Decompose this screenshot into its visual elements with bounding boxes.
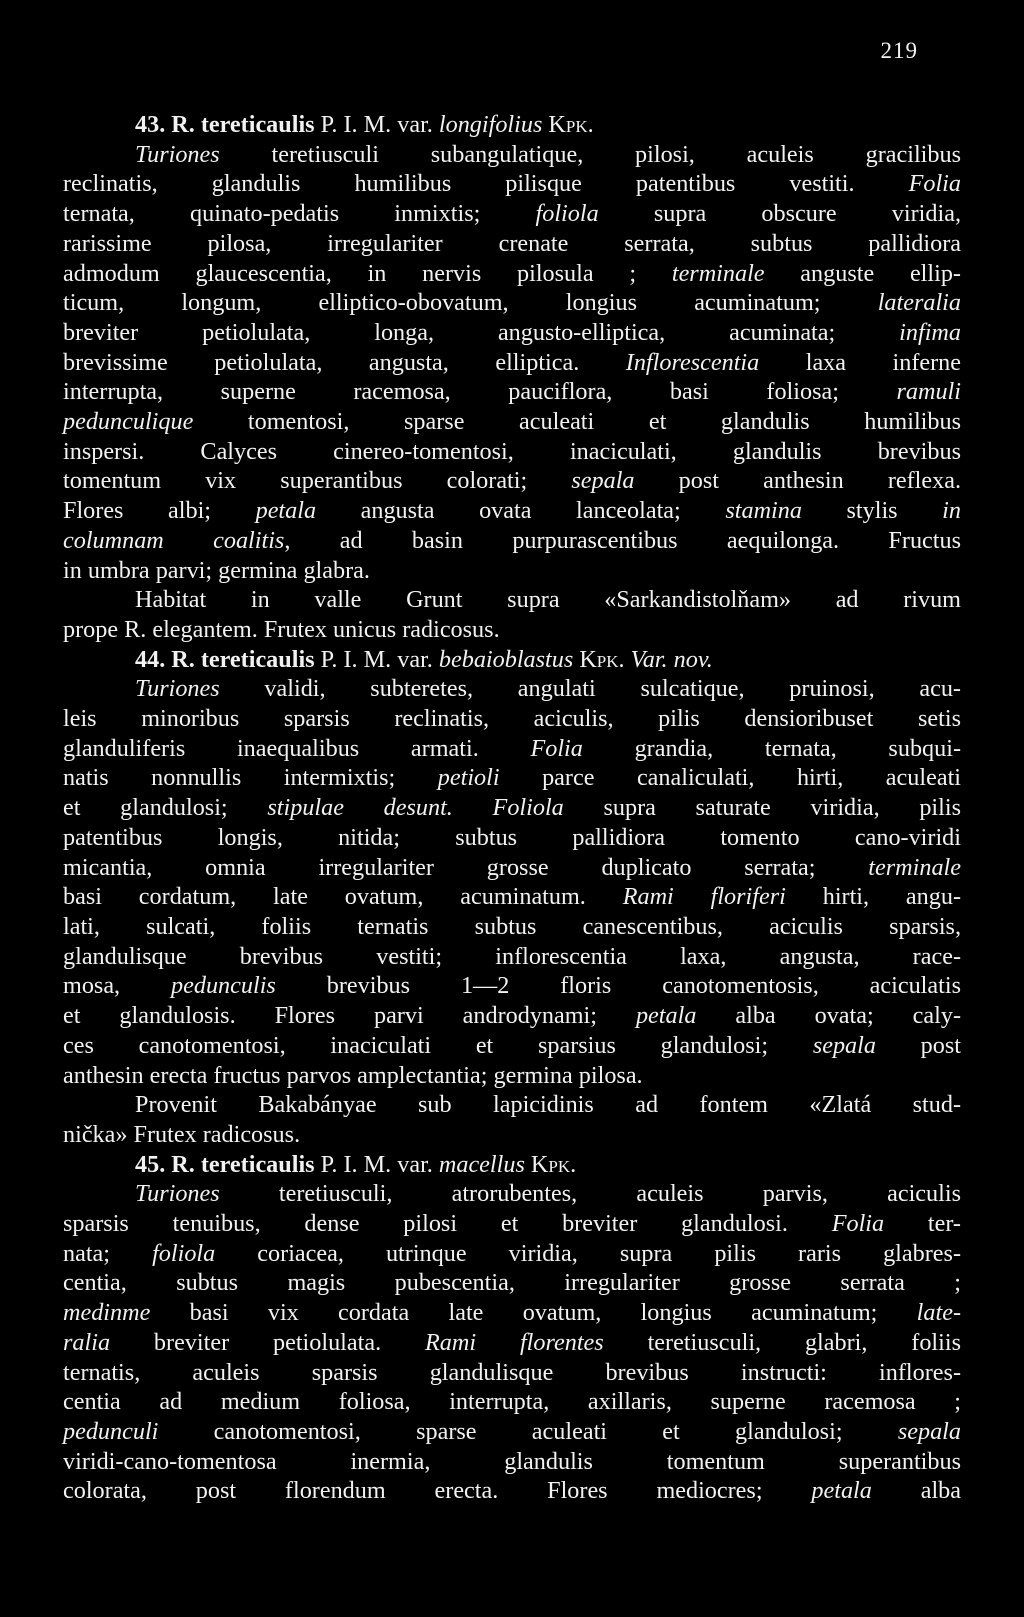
text-span: , ad basin purpurascentibus aequilonga. Fructus <box>284 526 961 554</box>
text-span: brevibus 1—2 floris canotomentosis, aciculatis <box>275 972 961 1000</box>
text-span: infima <box>899 318 961 346</box>
text-span: et glandulosi; <box>63 794 268 822</box>
text-span: breviter petiolulata. <box>110 1328 426 1356</box>
text-line <box>63 585 961 615</box>
text-span: pedunculi <box>63 1417 159 1445</box>
text-line <box>63 140 961 170</box>
text-line <box>63 1239 961 1269</box>
text-span: stylis <box>801 497 943 525</box>
text-line <box>63 259 961 289</box>
text-span: ternatis, aculeis sparsis glandulisque brevibus instructi: inflores- <box>63 1358 961 1386</box>
text-line <box>63 348 961 378</box>
text-span: reclinatis, glandulis humilibus pilisque patentibus vestiti. <box>63 170 909 198</box>
text-line <box>63 318 961 348</box>
text-span: centia, subtus magis pubescentia, irregulariter grosse serrata ; <box>63 1269 961 1297</box>
text-span: Habitat in valle Grunt supra «Sarkandistolňam» ad rivum <box>135 586 961 614</box>
text-span: leis minoribus sparsis reclinatis, aciculis, pilis densioribuset setis <box>63 705 961 733</box>
text-line <box>63 1209 961 1239</box>
text-span: in umbra parvi; germina glabra. <box>63 556 370 584</box>
text-span: foliola <box>535 200 599 228</box>
text-span: in <box>942 497 961 525</box>
text-span: 45. R. tereticaulis <box>135 1150 315 1178</box>
text-line <box>63 526 961 556</box>
text-line <box>63 1417 961 1447</box>
text-span: Flores albi; <box>63 497 256 525</box>
text-span: petioli <box>437 764 500 792</box>
text-line <box>63 556 961 586</box>
text-span: breviter petiolulata, longa, angusto-elliptica, acuminata; <box>63 318 900 346</box>
body-text <box>63 110 961 1506</box>
text-span: petala <box>811 1477 872 1505</box>
text-span: viridi-cano-tomentosa inermia, glandulis tomentum superantibus <box>63 1447 961 1475</box>
text-span: Kpk. <box>579 645 625 673</box>
text-span: validi, subteretes, angulati sulcatique, pruinosi, acu- <box>219 675 961 703</box>
text-span: ralia <box>63 1328 111 1356</box>
text-line <box>63 882 961 912</box>
text-span: ramuli <box>896 378 961 406</box>
text-span: supra obscure viridia, <box>598 200 961 228</box>
text-span: Inflorescentia <box>625 348 760 376</box>
text-span: supra saturate viridia, pilis <box>563 794 962 822</box>
text-span: interrupta, superne racemosa, pauciflora, basi foliosa; <box>63 378 897 406</box>
text-span: et glandulosis. Flores parvi androdynami; <box>63 1002 636 1030</box>
text-line <box>63 853 961 883</box>
text-span: basi vix cordata late ovatum, longius acuminatum; <box>150 1299 917 1327</box>
text-span: teretiusculi subangulatique, pilosi, aculeis gracilibus <box>219 140 961 168</box>
text-span: angusta ovata lanceolata; <box>316 497 726 525</box>
text-span: petala <box>635 1002 697 1030</box>
text-span: parce canaliculati, hirti, aculeati <box>499 764 962 792</box>
text-line <box>63 1150 961 1180</box>
text-line <box>63 377 961 407</box>
text-span: Turiones <box>135 1180 220 1208</box>
text-line <box>63 823 961 853</box>
text-span: post <box>875 1031 961 1059</box>
text-span: prope R. elegantem. Frutex unicus radicosus. <box>63 615 500 643</box>
text-span: petala <box>255 497 317 525</box>
text-line <box>63 645 961 675</box>
text-line <box>63 1031 961 1061</box>
text-span: ces canotomentosi, inaciculati et sparsius glandulosi; <box>63 1031 813 1059</box>
text-span: stipulae desunt. Foliola <box>267 794 564 822</box>
text-span: Kpk. <box>548 111 594 138</box>
text-span: alba ovata; caly- <box>696 1002 961 1030</box>
page-number: 219 <box>880 38 918 63</box>
text-span: ter- <box>884 1210 961 1238</box>
text-span: Var. nov. <box>630 645 713 673</box>
text-span: hirti, angu- <box>785 883 961 911</box>
text-line <box>63 1061 961 1091</box>
text-span: glanduliferis inaequalibus armati. <box>63 734 531 762</box>
text-span: Folia <box>908 170 961 198</box>
text-line <box>63 1179 961 1209</box>
text-span: patentibus longis, nitida; subtus pallidiora tomento cano-viridi <box>63 823 961 851</box>
text-span: sepala <box>897 1417 961 1445</box>
text-span: lati, sulcati, foliis ternatis subtus canescentibus, aciculis sparsis, <box>63 912 961 940</box>
text-span: coriacea, utrinque viridia, supra pilis raris glabres- <box>215 1239 961 1267</box>
text-span: bebaioblastus <box>438 645 574 673</box>
text-span: ticum, longum, elliptico-obovatum, longius acuminatum; <box>63 289 878 317</box>
text-span: lateralia <box>877 289 961 317</box>
text-span: Folia <box>530 734 583 762</box>
text-span: sparsis tenuibus, dense pilosi et breviter glandulosi. <box>63 1210 832 1238</box>
text-line <box>63 437 961 467</box>
text-line <box>63 674 961 704</box>
text-line <box>63 1090 961 1120</box>
text-line <box>63 1298 961 1328</box>
text-line <box>63 912 961 942</box>
text-span: colorata, post florendum erecta. Flores mediocres; <box>63 1477 812 1505</box>
text-span: terminale <box>671 259 765 287</box>
text-span: brevissime petiolulata, angusta, elliptica. <box>63 348 626 376</box>
text-line <box>63 615 961 645</box>
text-line <box>63 1328 961 1358</box>
text-span: P. I. M. var. <box>314 111 439 138</box>
text-span: P. I. M. var. <box>314 1150 439 1178</box>
text-span: ternata, quinato-pedatis inmixtis; <box>63 200 536 228</box>
text-span: longifolius <box>438 111 543 138</box>
text-span: canotomentosi, sparse aculeati et glandulosi; <box>158 1417 898 1445</box>
text-line <box>63 704 961 734</box>
text-span: anthesin erecta fructus parvos amplectantia; germina pilosa. <box>63 1061 643 1089</box>
text-line <box>63 199 961 229</box>
text-span: inspersi. Calyces cinereo-tomentosi, inaciculati, glandulis brevibus <box>63 437 961 465</box>
text-span: post anthesin reflexa. <box>634 467 961 495</box>
text-line <box>63 1476 961 1506</box>
text-line <box>63 407 961 437</box>
text-line <box>63 1268 961 1298</box>
text-span: tomentum vix superantibus colorati; <box>63 467 572 495</box>
text-line <box>63 288 961 318</box>
text-span: mosa, <box>63 972 172 1000</box>
text-span: nata; <box>63 1239 153 1267</box>
text-line <box>63 169 961 199</box>
text-span: teretiusculi, atrorubentes, aculeis parvis, aciculis <box>219 1180 961 1208</box>
text-line <box>63 1387 961 1417</box>
text-span: medinme <box>63 1299 151 1327</box>
text-line <box>63 1447 961 1477</box>
text-span: Folia <box>831 1210 885 1238</box>
text-span: terminale <box>868 853 961 881</box>
text-span: alba <box>871 1477 961 1505</box>
text-span: teretiusculi, glabri, foliis <box>603 1328 962 1356</box>
text-span: P. I. M. var. <box>314 645 439 673</box>
text-span: admodum glaucescentia, in nervis pilosula ; <box>63 259 672 287</box>
text-line <box>63 1120 961 1150</box>
text-line <box>63 466 961 496</box>
text-span: Turiones <box>135 140 220 168</box>
text-line <box>63 763 961 793</box>
text-line <box>63 734 961 764</box>
text-span: stamina <box>725 497 802 525</box>
text-span: columnam coalitis <box>63 526 285 554</box>
text-span: macellus <box>438 1150 525 1178</box>
text-span: tomentosi, sparse aculeati et glandulis humilibus <box>193 408 961 436</box>
text-line <box>63 1358 961 1388</box>
text-span: Rami floriferi <box>622 883 786 911</box>
text-span: Provenit Bakabányae sub lapicidinis ad fontem «Zlatá stud- <box>135 1091 961 1119</box>
text-span: rarissime pilosa, irregulariter crenate serrata, subtus pallidiora <box>63 229 961 257</box>
text-span: foliola <box>152 1239 216 1267</box>
text-span: Rami florentes <box>425 1328 604 1356</box>
text-span: 43. R. tereticaulis <box>135 111 315 138</box>
text-line <box>63 793 961 823</box>
text-line <box>63 110 961 140</box>
text-line <box>63 229 961 259</box>
text-span: anguste ellip- <box>764 259 961 287</box>
text-span: grandia, ternata, subqui- <box>582 734 961 762</box>
text-span: centia ad medium foliosa, interrupta, axillaris, superne racemosa ; <box>63 1388 961 1416</box>
text-span: basi cordatum, late ovatum, acuminatum. <box>63 883 623 911</box>
text-span: micantia, omnia irregulariter grosse duplicato serrata; <box>63 853 869 881</box>
text-span: sepala <box>812 1031 876 1059</box>
text-line <box>63 496 961 526</box>
text-span: Turiones <box>135 675 220 703</box>
text-span: sepala <box>571 467 635 495</box>
text-span: Kpk. <box>530 1150 577 1178</box>
text-span: pedunculis <box>171 972 276 1000</box>
text-span: pedunculique <box>63 408 194 436</box>
text-line <box>63 1001 961 1031</box>
text-span: late- <box>916 1299 961 1327</box>
text-span: nička» Frutex radicosus. <box>63 1120 301 1148</box>
text-span: laxa inferne <box>759 348 961 376</box>
text-span: glandulisque brevibus vestiti; inflorescentia laxa, angusta, race- <box>63 942 961 970</box>
text-span: natis nonnullis intermixtis; <box>63 764 438 792</box>
text-span: 44. R. tereticaulis <box>135 645 315 673</box>
text-line <box>63 942 961 972</box>
text-line <box>63 971 961 1001</box>
